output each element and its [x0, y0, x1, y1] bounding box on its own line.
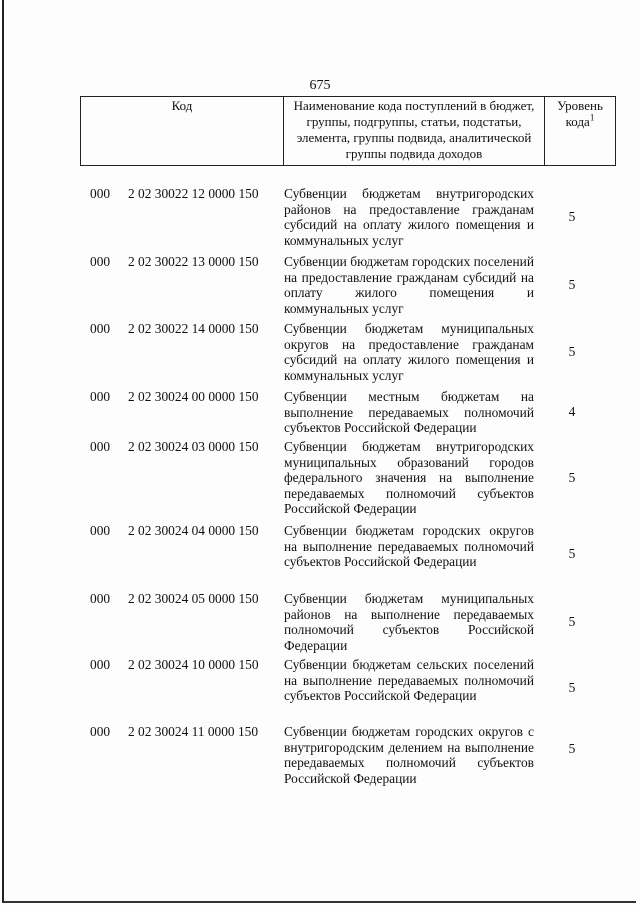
revenue-name: Субвенции бюджетам муниципальных округов на предоставление гражданам субсидий на оплату жилого помещения и коммунальных услуг	[284, 321, 534, 383]
revenue-code: 2 02 30024 00 0000 150	[128, 389, 259, 404]
revenue-name: Субвенции бюджетам внутригородских районов на предоставление гражданам субсидий на оплату жилого помещения и коммунальных услуг	[284, 186, 534, 248]
admin-code: 000	[90, 186, 111, 201]
revenue-code: 2 02 30024 04 0000 150	[128, 523, 259, 538]
admin-code: 000	[90, 724, 111, 739]
code-level: 5	[568, 209, 576, 224]
revenue-code: 2 02 30024 11 0000 150	[128, 724, 259, 739]
admin-code: 000	[90, 523, 111, 538]
revenue-code: 2 02 30022 14 0000 150	[128, 321, 259, 336]
page-number: 675	[309, 78, 331, 93]
code-level: 5	[568, 344, 576, 359]
header-level-label: Уровень кода	[557, 98, 603, 129]
admin-code: 000	[90, 657, 111, 672]
revenue-code: 2 02 30024 05 0000 150	[128, 591, 259, 606]
revenue-name: Субвенции бюджетам городских округов на выполнение передаваемых полномочий субъектов Российской Федерации	[284, 523, 534, 570]
code-level: 4	[568, 404, 576, 419]
revenue-name: Субвенции местным бюджетам на выполнение передаваемых полномочий субъектов Российской Федерации	[284, 389, 534, 436]
revenue-name: Субвенции бюджетам городских округов с внутригородским делением на выполнение передаваемых полномочий субъектов Российской Федерации	[284, 724, 534, 786]
revenue-code: 2 02 30022 12 0000 150	[128, 186, 259, 201]
revenue-name: Субвенции бюджетам сельских поселений на выполнение передаваемых полномочий субъектов Российской Федерации	[284, 657, 534, 704]
code-level: 5	[568, 741, 576, 756]
code-level: 5	[568, 546, 576, 561]
header-code: Код	[81, 97, 284, 166]
header-level-footnote: 1	[589, 112, 595, 123]
header-name: Наименование кода поступлений в бюджет, группы, подгруппы, статьи, подстатьи, элемента, группы подвида, аналитической группы подвида доходов	[284, 97, 545, 166]
revenue-code: 2 02 30024 03 0000 150	[128, 439, 259, 454]
code-level: 5	[568, 277, 576, 292]
revenue-name: Субвенции бюджетам городских поселений на предоставление гражданам субсидий на оплату жилого помещения и коммунальных услуг	[284, 254, 534, 316]
admin-code: 000	[90, 591, 111, 606]
admin-code: 000	[90, 254, 111, 269]
revenue-code: 2 02 30022 13 0000 150	[128, 254, 259, 269]
code-level: 5	[568, 470, 576, 485]
admin-code: 000	[90, 439, 111, 454]
code-level: 5	[568, 614, 576, 629]
header-level	[545, 97, 616, 166]
admin-code: 000	[90, 321, 111, 336]
code-level: 5	[568, 680, 576, 695]
revenue-name: Субвенции бюджетам муниципальных районов на выполнение передаваемых полномочий субъектов Российской Федерации	[284, 591, 534, 653]
revenue-code: 2 02 30024 10 0000 150	[128, 657, 259, 672]
revenue-name: Субвенции бюджетам внутригородских муниципальных образований городов федерального значения на выполнение передаваемых полномочий субъектов Российской Федерации	[284, 439, 534, 517]
table-header	[80, 96, 616, 166]
admin-code: 000	[90, 389, 111, 404]
